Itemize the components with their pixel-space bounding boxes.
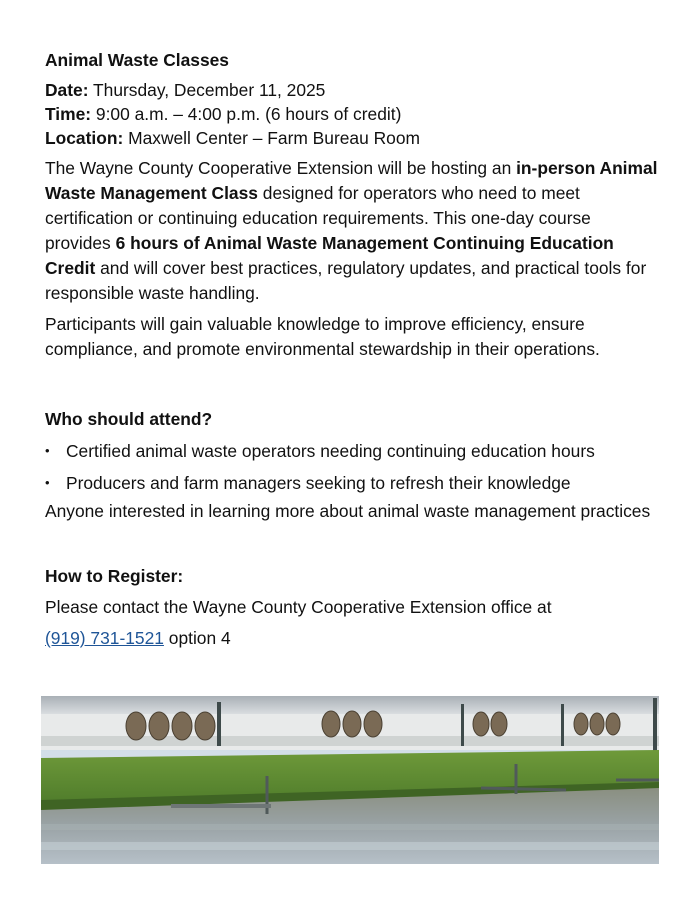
intro-bold-2: 6 hours of Animal Waste Management Continuing Education Credit [45,233,614,278]
time-line [45,102,665,126]
location-line [45,126,665,150]
attend-extra: Anyone interested in learning more about animal waste management practices [45,501,651,521]
phone-suffix: option 4 [163,628,231,648]
attend-heading: Who should attend? [45,409,213,429]
location-value: Maxwell Center – Farm Bureau Room [128,128,420,148]
list-item: • Certified animal waste operators needing continuing education hours [45,439,665,463]
intro-text-3: and will cover best practices, regulatory updates, and practical tools for responsible waste handling. [45,258,647,303]
hog-farm-photo [41,696,659,864]
date-value: Thursday, December 11, 2025 [93,80,326,100]
attend-list [45,439,665,495]
list-item: • Producers and farm managers seeking to refresh their knowledge [45,471,665,495]
register-text: Please contact the Wayne County Cooperative Extension office at [45,597,552,617]
intro-text-2: designed for operators who need to meet certification or continuing education requirements. This one-day course provides [45,183,591,253]
register-phone-line [45,626,665,650]
phone-link[interactable]: (919) 731-1521 [45,628,164,648]
intro-paragraph [45,156,661,306]
flyer [45,48,665,650]
intro-bold-1: in-person Animal Waste Management Class [45,158,658,203]
page-title: Animal Waste Classes [45,50,229,70]
time-label: Time: [45,104,92,124]
location-label: Location: [45,128,124,148]
register-heading: How to Register: [45,566,184,586]
date-label: Date: [45,80,89,100]
time-value: 9:00 a.m. – 4:00 p.m. (6 hours of credit) [95,104,402,124]
date-line [45,78,665,102]
benefits-paragraph: Participants will gain valuable knowledge to improve efficiency, ensure compliance, and promote environmental stewardship in their operations. [45,314,600,359]
intro-text-1: The Wayne County Cooperative Extension will be hosting an [45,158,517,178]
